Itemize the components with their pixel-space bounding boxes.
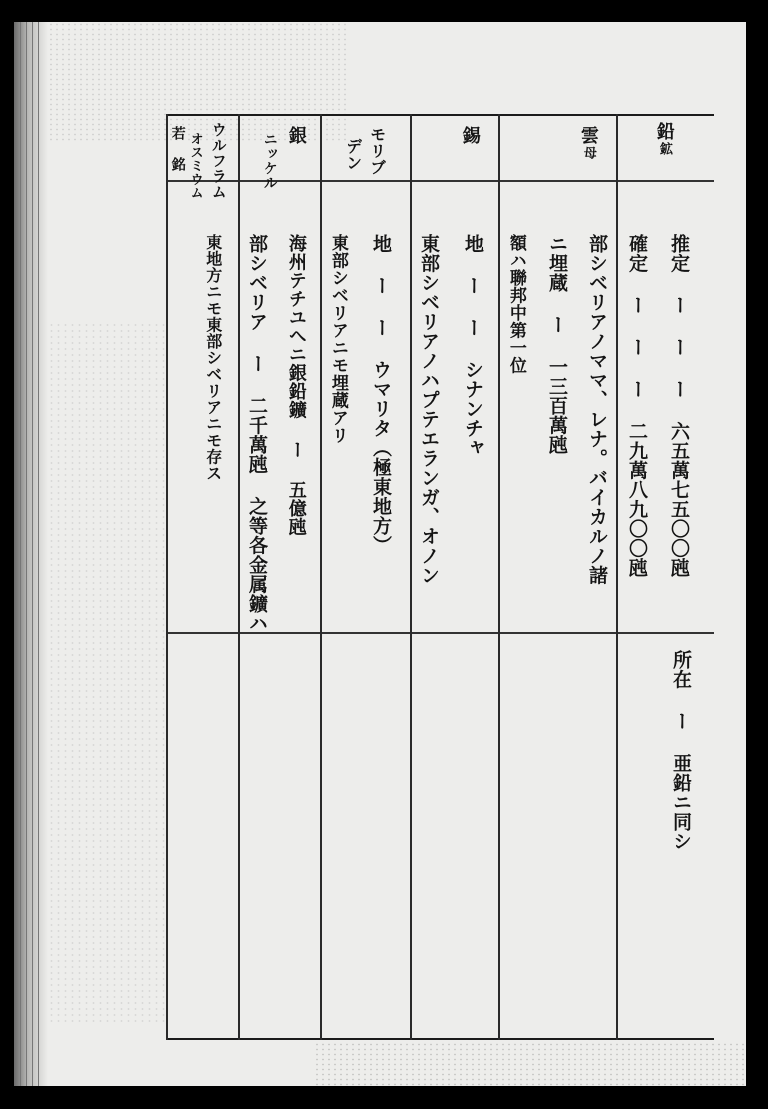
text-line: 東部シベリアニモ埋蔵アリ — [327, 234, 348, 444]
table-top-rule — [166, 114, 714, 116]
text-line: 額ハ聯邦中第一位 — [505, 234, 526, 374]
text-line: ニ埋蔵 ー 一三百萬瓲 — [545, 234, 568, 455]
header-mica: 雲母 — [577, 126, 599, 161]
column-divider — [498, 114, 500, 1040]
header-osmium: オスミウム — [187, 132, 203, 200]
header-misc: 若 銘 — [169, 126, 186, 172]
header-molybdenum: モリブ — [367, 126, 387, 176]
header-molybdenum-2: デン — [343, 138, 363, 171]
text-line: 地 ー ー シナンチャ — [461, 234, 484, 458]
text-line: 東地方ニモ東部シベリアニモ存ス — [203, 234, 223, 482]
table-bottom-rule — [166, 1038, 714, 1040]
header-wolfram: ウルフラム — [209, 122, 228, 200]
table-left-rule — [166, 114, 168, 1040]
text-line: 海州テチユへニ銀鉛鑛 ー 五億瓲 — [285, 234, 307, 536]
document-page — [14, 22, 746, 1086]
binding-edge — [14, 22, 48, 1086]
location-text: 所在 ー 亜鉛ニ同シ — [669, 650, 692, 851]
column-divider — [238, 114, 240, 1040]
column-divider — [320, 114, 322, 1040]
header-tin: 錫 — [459, 126, 481, 146]
header-nickel: ニッケル — [261, 132, 278, 190]
header-silver: 銀 — [285, 126, 307, 146]
text-line: 地 ー ー ウマリタ（極東地方） — [369, 234, 392, 555]
text-line: 部シベリアノママ、レナ。バイカルノ諸 — [585, 234, 608, 585]
column-divider — [616, 114, 618, 1040]
text-line: 確定 ー ー ー 二九萬八九〇〇瓲 — [625, 234, 648, 578]
header-rule — [166, 180, 714, 182]
column-divider — [410, 114, 412, 1040]
header-lead: 鉛鉱 — [653, 122, 675, 157]
text-line: 東部シベリアノハプテエランガ、オノン — [417, 234, 440, 585]
text-line: 推定 ー ー ー 六五萬七五〇〇瓲 — [667, 234, 690, 578]
text-line: 部シベリア ー 二千萬瓲 之等各金属鑛ハ — [245, 234, 268, 633]
